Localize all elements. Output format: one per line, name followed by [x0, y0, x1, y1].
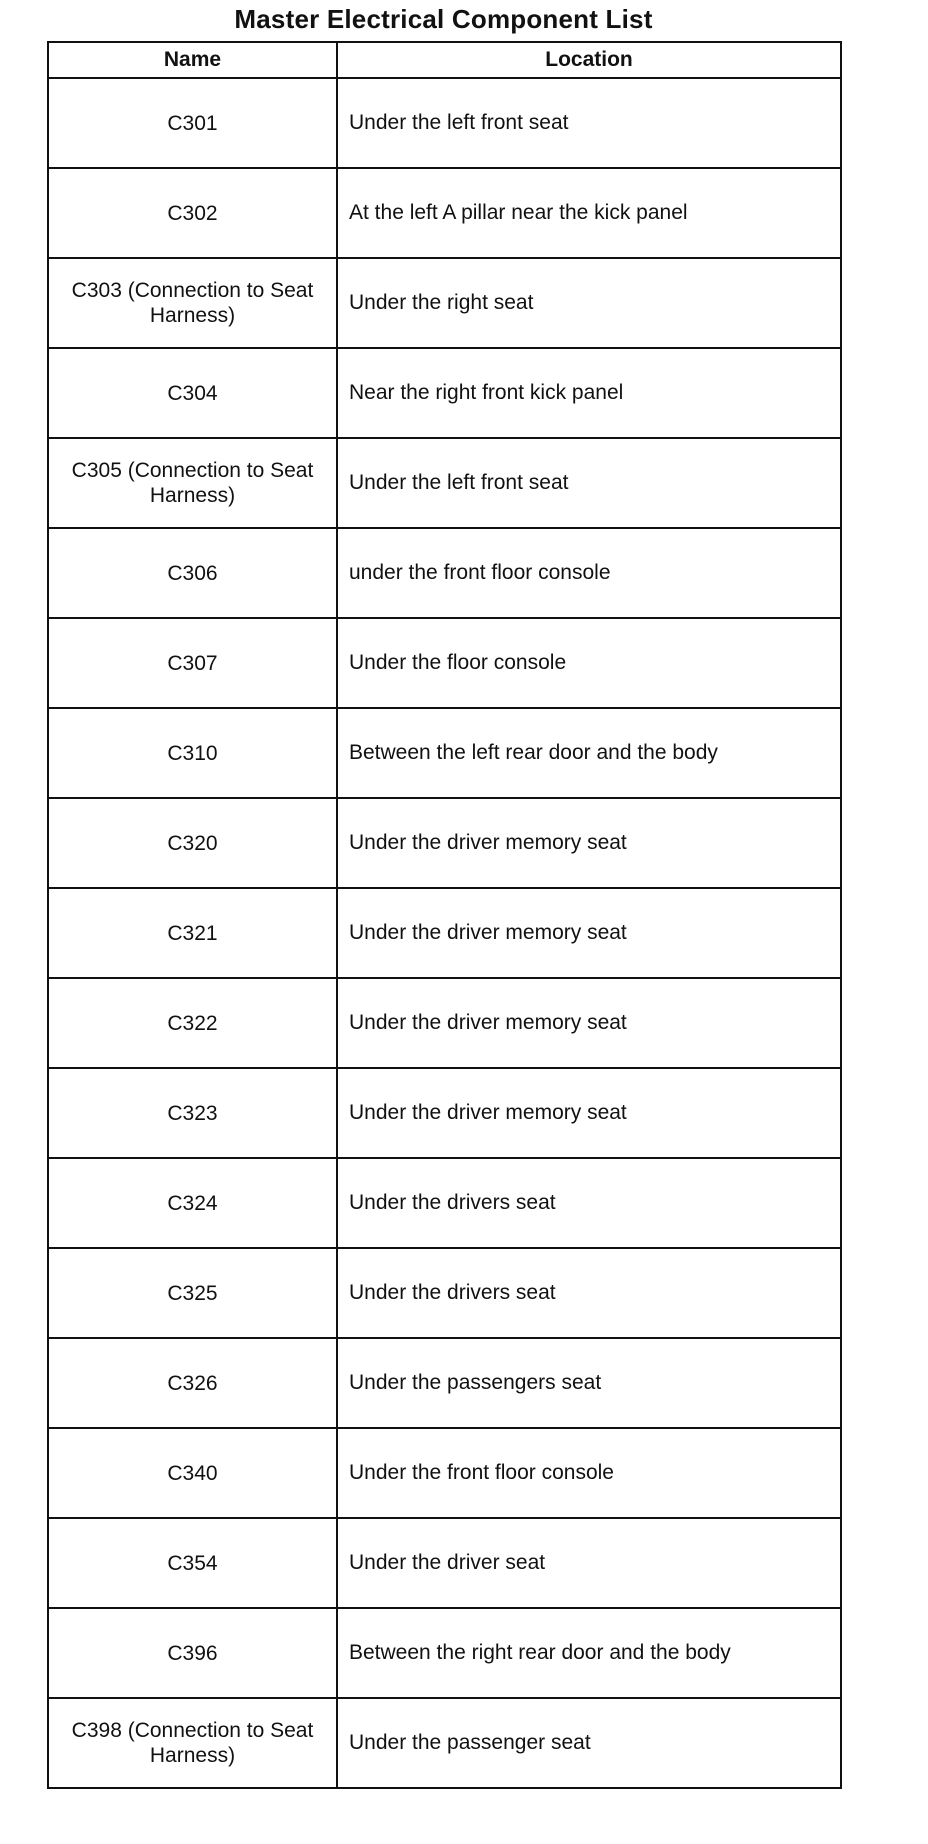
component-name-cell: C340: [48, 1428, 337, 1518]
component-location-cell: Under the passengers seat: [337, 1338, 841, 1428]
component-name-cell: C321: [48, 888, 337, 978]
table-row: [48, 1518, 841, 1608]
component-name-cell: C322: [48, 978, 337, 1068]
component-name-cell: C324: [48, 1158, 337, 1248]
component-name-cell: C302: [48, 168, 337, 258]
table-row: [48, 1338, 841, 1428]
component-location-cell: At the left A pillar near the kick panel: [337, 168, 841, 258]
table-row: [48, 888, 841, 978]
component-name-cell: C398 (Connection to Seat Harness): [48, 1698, 337, 1788]
component-name-cell: C310: [48, 708, 337, 798]
component-name-cell: C323: [48, 1068, 337, 1158]
component-location-cell: under the front floor console: [337, 528, 841, 618]
component-name-cell: C303 (Connection to Seat Harness): [48, 258, 337, 348]
component-name-cell: C325: [48, 1248, 337, 1338]
table-row: [48, 168, 841, 258]
component-location-cell: Under the left front seat: [337, 438, 841, 528]
table-row: [48, 1698, 841, 1788]
component-location-cell: Under the drivers seat: [337, 1158, 841, 1248]
component-location-cell: Between the right rear door and the body: [337, 1608, 841, 1698]
component-location-cell: Under the front floor console: [337, 1428, 841, 1518]
table-row: [48, 798, 841, 888]
column-header-location: Location: [337, 42, 841, 78]
page-title: Master Electrical Component List: [234, 4, 653, 34]
component-location-cell: Under the passenger seat: [337, 1698, 841, 1788]
table-row: [48, 258, 841, 348]
table-row: [48, 438, 841, 528]
column-header-name: Name: [48, 42, 337, 78]
table-row: [48, 1608, 841, 1698]
component-location-cell: Under the driver memory seat: [337, 1068, 841, 1158]
component-location-cell: Under the floor console: [337, 618, 841, 708]
component-location-cell: Under the driver memory seat: [337, 978, 841, 1068]
component-name-cell: C304: [48, 348, 337, 438]
component-location-cell: Under the drivers seat: [337, 1248, 841, 1338]
component-name-cell: C306: [48, 528, 337, 618]
component-name-cell: C307: [48, 618, 337, 708]
component-location-cell: Under the right seat: [337, 258, 841, 348]
table-row: [48, 348, 841, 438]
component-location-cell: Between the left rear door and the body: [337, 708, 841, 798]
component-location-cell: Near the right front kick panel: [337, 348, 841, 438]
table-row: [48, 528, 841, 618]
component-name-cell: C326: [48, 1338, 337, 1428]
component-name-cell: C301: [48, 78, 337, 168]
table-row: [48, 618, 841, 708]
table-header-row: [48, 42, 841, 78]
component-location-cell: Under the driver memory seat: [337, 798, 841, 888]
table-row: [48, 1428, 841, 1518]
table-row: [48, 78, 841, 168]
table-row: [48, 1158, 841, 1248]
component-location-cell: Under the driver memory seat: [337, 888, 841, 978]
table-row: [48, 1068, 841, 1158]
component-location-cell: Under the driver seat: [337, 1518, 841, 1608]
table-row: [48, 978, 841, 1068]
component-name-cell: C320: [48, 798, 337, 888]
table-row: [48, 1248, 841, 1338]
component-name-cell: C354: [48, 1518, 337, 1608]
table-row: [48, 708, 841, 798]
component-name-cell: C305 (Connection to Seat Harness): [48, 438, 337, 528]
component-location-cell: Under the left front seat: [337, 78, 841, 168]
component-name-cell: C396: [48, 1608, 337, 1698]
component-table: [47, 41, 842, 1789]
